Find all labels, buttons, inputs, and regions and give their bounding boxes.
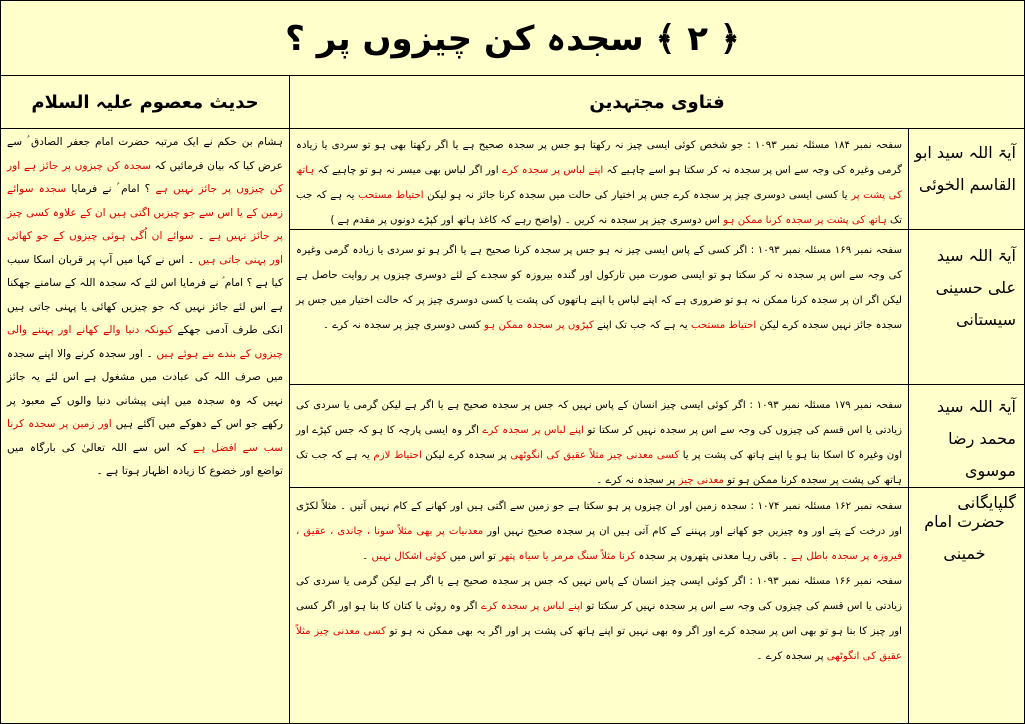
text-segment: یہ ہے کہ جب تک ہاتھ کی پشت پر سجدہ کرنا ممکن ہو تو [296,450,902,486]
highlighted-text: اپنے لباس پر سجدہ کرے [480,601,583,612]
scholar-golpaygani: آیۃ اللہ سید محمد رضا موسوی گلپایگانی [936,397,1016,512]
highlighted-text: کسی معدنی چیز مثلاً عقیق کی انگوٹھی [296,626,902,662]
text-segment: ۔ باقی رہا معدنی پتھروں پر سجدہ [635,551,792,562]
text-segment: پر سجدہ کرے ۔ [756,651,827,662]
text-segment: ۔ اس نے کہا میں آپ پر قربان اسکا سبب کیا ہے ؟ امام ؑ نے فرمایا اس لئے کہ سجدہ اللہ کے سامنے جھکنا ہے اس لئے جائز نہیں کہ جو چیزیں کھائی یا پہنی جاتی ہیں انکی طرف آدمی جھکے [7,253,283,336]
text-segment: ۔ اور سجدہ کرنے والا اپنے سجدہ میں صرف اللہ کی عبادت میں مشغول ہے اس لئے یہ جائز نہیں کہ وہ سجدہ میں اپنی پیشانی دنیا والوں کے معبود پر رکھے جو اس کے دھوکے میں آگئے ہیں [7,347,283,430]
highlighted-text: سجدہ سوائے زمین کے یا اس سے جو چیزیں اگتی ہیں ان کے علاوہ کسی چیز پر جائز نہیں ہے [7,183,283,242]
text-segment: سفحہ نمبر ۱۶۹ مسئلہ نمبر ۱۰۹۳ : اگر کسی کے پاس ایسی چیز نہ ہو جس پر سجدہ کرنا صحیح ہے یا اگر ہو تو سردی یا زیادہ گرمی وغیرہ کی وجہ سے اس پر سجدہ نہ کر سکتا ہو تو ایسی صورت میں تارکول اور گندہ بیروزہ کو سجدے کے لئے دوسری چیزوں پر روایت حاصل ہے لیکن اگر ان پر سجدہ کرنا ممکن نہ ہو تو ضروری ہے کہ اپنے لباس یا اپنے ہاتھوں کی پشت یا کسی دوسری چیز پر کہ حالت اختیار میں جس پر سجدہ جائز نہیں سجدہ کرے لیکن [296,245,902,331]
title-row [1,1,1024,75]
highlighted-text: ہاتھ کی پشت پر [296,165,902,201]
highlighted-text: معدنی چیز [678,475,724,486]
text-segment: سفحہ نمبر ۱۶۲ مسئلہ نمبر ۱۰۷۴ : سجدہ زمین اور ان چیزوں پر ہو سکتا ہے جو زمین سے اگتی ہیں اور کھانے کے کام نہیں آتیں ۔ مثلاً لکڑی اور درخت کے پتے اور وہ چیزیں جو کھانے اور پہننے کے کام آتی ہیں ان پر سجدہ صحیح نہیں اور [296,501,902,537]
text-segment: سفحہ نمبر ۱۶۶ مسئلہ نمبر ۱۰۹۳ : اگر کوئی ایسی چیز انسان کے پاس نہیں کہ جس پر سجدہ صحیح ہے یا اگر ہے لیکن گرمی یا سردی کی زیادتی یا اس قسم کی چیزوں کی وجہ سے اس پر سجدہ نہیں کر سکتا تو [296,576,902,612]
fatwa-text-khoei [290,129,908,229]
header-fatawa [290,76,1024,128]
divider-row-1 [290,229,1024,230]
highlighted-text: کرنا مثلاً سنگ مرمر یا سیاہ پتھر [499,551,636,562]
highlighted-text: معدنیات پر بھی مثلاً سونا ، چاندی ، عقیق ، فیروزہ پر سجدہ باطل ہے [296,526,902,562]
divider-title [1,75,1024,76]
highlighted-text: کپڑوں پر سجدہ ممکن ہو [484,320,594,331]
text-segment: ۔ [362,551,372,562]
highlighted-text: کوئی اشکال نہیں [371,551,447,562]
highlighted-text: اور زمین پر سجدہ کرنا سب سے افضل ہے [7,418,283,454]
text-segment: کسی دوسری چیز پر سجدہ نہ کرے ۔ [323,320,485,331]
text-segment: کہ اس سے اللہ تعالیٰ کی بارگاہ میں تواضع اور خضوع کا زیادہ اظہار ہوتا ہے ۔ [7,441,283,477]
header-hadith-label: حدیث معصوم علیہ السلام [31,91,259,113]
text-segment: ؟ امام ؑ نے فرمایا [66,183,156,195]
text-segment: یا کسی ایسی دوسری چیز پر سجدہ کرے جس پر اختیار کی حالت میں سجدہ کرنا جائز نہ ہو لیکن [423,190,852,201]
text-segment: یہ ہے کہ جب تک [296,190,902,226]
highlighted-text: اپنے لباس پر سجدہ کرے [482,425,584,436]
highlighted-text: ہاتھ کی پشت پر سجدہ کرنا ممکن ہو [723,215,887,226]
highlighted-text: اپنے لباس پر سجدہ کرے [501,165,604,176]
highlighted-text: کسی معدنی چیز مثلاً عقیق کی انگوٹھی [510,450,680,461]
divider-col-1 [289,75,290,723]
highlighted-text: احتیاط مستحب [690,320,757,331]
text-segment: ہشام بن حکم نے ایک مرتبہ حضرت امام جعفر الصادق ؑ سے عرض کیا کہ بیان فرمائیں کہ [7,136,283,172]
divider-col-2 [908,128,909,723]
scholar-khoei: آیۃ اللہ سید ابو القاسم الخوئی [914,143,1016,194]
fatwa-text-khomeini [290,488,908,723]
highlighted-text: احتیاط لازم [373,450,422,461]
text-segment: اس دوسری چیز پر سجدہ نہ کریں ۔ (واضح رہے کہ کاغذ ہاتھ اور کپڑے دونوں پر مقدم ہے ) [330,215,724,226]
highlighted-text: احتیاط مستحب [358,190,424,201]
highlighted-text: سجدہ کن چیزوں پر جائز ہے اور کن چیزوں پر جائز نہیں ہے [7,159,283,195]
text-segment: یہ ہے کہ جب تک اپنے [593,320,691,331]
highlighted-text: کیونکہ دنیا والے کھانے اور پہننے والی چیزوں کے بندے بنے ہوئے ہیں [7,324,283,360]
text-segment: سفحہ نمبر ۱۷۹ مسئلہ نمبر ۱۰۹۳ : اگر کوئی ایسی چیز انسان کے پاس نہیں کہ جس پر سجدہ صحیح ہے یا اگر ہے لیکن گرمی یا سردی کی زیادتی یا اس قسم کی چیزوں کی وجہ سے اس پر سجدہ نہیں کر سکتا تو [296,400,902,436]
divider-row-2 [290,384,1024,385]
divider-header [1,128,1024,129]
fatwa-text-golpaygani [290,385,908,487]
divider-row-3 [290,487,1024,488]
text-segment: ۔ [193,230,209,242]
fatwa-text-sistani [290,230,908,384]
text-segment: اگر وہ ایسی پارچہ کا ہو کہ جس کپڑے اور اون وغیرہ کا اسکا بنا ہو یا اپنے ہاتھ کی پشت پر یا [296,425,903,461]
scholar-sistani: آیۃ اللہ سید علی حسینی سیستانی [935,246,1016,329]
header-fatawa-label: فتاوی مجتہدین [589,91,725,113]
text-segment: پر سجدہ کرے لیکن [421,450,511,461]
text-segment: سفحہ نمبر ۱۸۴ مسئلہ نمبر ۱۰۹۳ : جو شخص کوئی ایسی چیز نہ رکھتا ہو جس پر سجدہ صحیح ہے یا اگر رکھتا بھی ہو تو سردی یا زیادہ گرمی وغیرہ کی وجہ سے اس پر سجدہ نہ کر سکتا ہو اسے چاہیے کہ [296,140,902,176]
text-segment: اگر وہ روئی یا کتان کا بنا ہو اور اگر کسی اور چیز کا بنا ہو تو بھی اس پر سجدہ کرے اور اگر وہ بھی نہیں تو اپنے ہاتھ کی پشت پر اور اگر یہ بھی ممکن نہ ہو تو [296,601,902,637]
scholar-khomeini: حضرت امام خمینی [924,512,1005,563]
text-segment: اور اگر لباس بھی میسر نہ ہو تو چاہیے کہ [314,165,502,176]
highlighted-text: سوائے ان اُگی ہوئی چیزوں کے جو کھائی اور پہنی جاتی ہیں [7,230,283,266]
page-title: ﴿ ٢ ﴾ سجدہ کن چیزوں پر ؟ [285,18,740,59]
text-segment: پر سجدہ نہ کرے ۔ [596,475,679,486]
header-hadith [1,76,289,128]
text-segment: تو اس میں [446,551,500,562]
hadith-text [1,129,289,723]
